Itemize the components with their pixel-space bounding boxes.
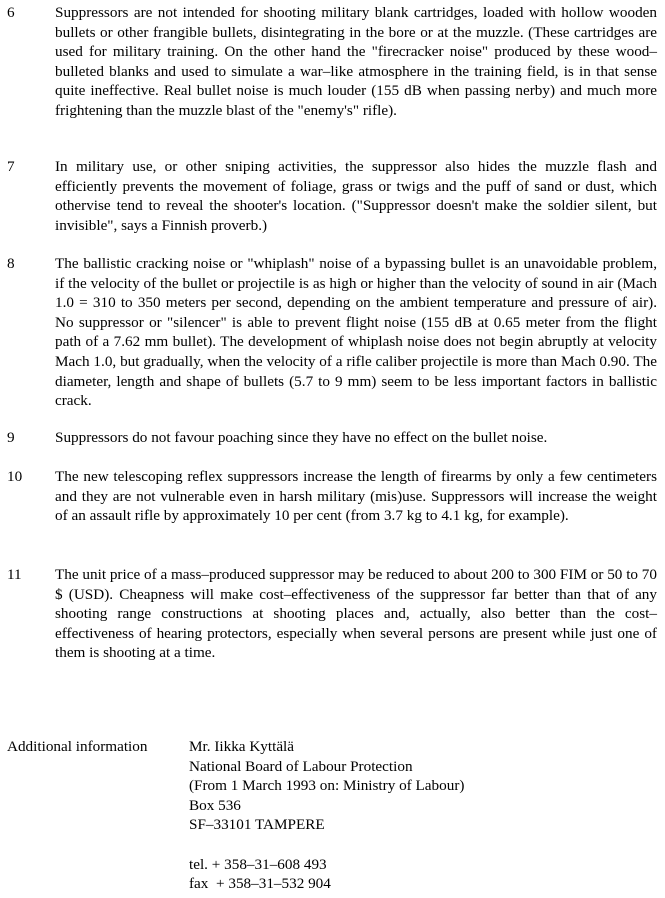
item-text: Suppressors are not intended for shooting military blank cartridges, loaded with hollow wooden bullets or other frangible bullets, disintegrating in the bore or at the muzzle. (These cartridges are used for military training. On the other hand the "firecracker noise" produced by these wood–bulleted blanks and used to simulate a war–like atmosphere in the training field, is in that sense quite ineffective. Real bullet noise is much louder (155 dB when passing nerby) and much more frightening than the muzzle blast of the "enemy's" rifle). <box>55 4 657 119</box>
item-number: 11 <box>7 566 22 583</box>
item-number: 8 <box>7 255 15 272</box>
contact-city: SF–33101 TAMPERE <box>189 816 325 834</box>
item-number: 6 <box>7 4 15 21</box>
item-text: In military use, or other sniping activities, the suppressor also hides the muzzle flash and efficiently prevents the movement of foliage, grass or twigs and the puff of sand or dust, which othervise tend to reveal the shooter's location. ("Suppressor doesn't make the soldier silent, but invisible", says a Finnish proverb.) <box>55 158 657 234</box>
item-text: The ballistic cracking noise or "whiplash" noise of a bypassing bullet is an unavoidable problem, if the velocity of the bullet or projectile is as high or higher than the velocity of sound in air (Mach 1.0 = 310 to 350 meters per second, depending on the ambient temperature and pressure of air). No suppressor or "silencer" is able to prevent flight noise (155 dB at 0.65 meter from the flight path of a 7.62 mm bullet). The development of whiplash noise does not begin abruptly at velocity Mach 1.0, but gradually, when the velocity of a rifle caliber projectile is more than Mach 0.90. The diameter, length and shape of bullets (5.7 to 9 mm) seem to be less important factors in ballistic crack. <box>55 255 657 410</box>
item-number: 7 <box>7 158 15 175</box>
item-number: 10 <box>7 468 23 485</box>
contact-organization: National Board of Labour Protection <box>189 757 413 775</box>
item-text: The new telescoping reflex suppressors increase the length of firearms by only a few centimeters and they are not vulnerable even in harsh military (mis)use. Suppressors will increase the weight of an assault rifle by approximately 10 per cent (from 3.7 kg to 4.1 kg, for example). <box>55 468 657 525</box>
contact-fax: fax + 358–31–532 904 <box>189 875 331 893</box>
contact-label: Additional information <box>7 738 148 755</box>
item-text: Suppressors do not favour poaching since they have no effect on the bullet noise. <box>55 429 548 446</box>
item-text: The unit price of a mass–produced suppressor may be reduced to about 200 to 300 FIM or 50 to 70 $ (USD). Cheapness will make cost–effectiveness of the suppressor far better than that of any shooting range constructions at shooting places and, actually, also better than the cost–effectiveness of hearing protectors, especially when several persons are present while just one of them is shooting at a time. <box>55 566 657 662</box>
contact-box: Box 536 <box>189 796 241 814</box>
contact-details <box>189 737 464 894</box>
contact-note: (From 1 March 1993 on: Ministry of Labour) <box>189 777 465 795</box>
contact-tel: tel. + 358–31–608 493 <box>189 855 327 873</box>
spacer <box>189 835 464 855</box>
item-number: 9 <box>7 429 15 446</box>
contact-name: Mr. Iikka Kyttälä <box>189 738 295 755</box>
